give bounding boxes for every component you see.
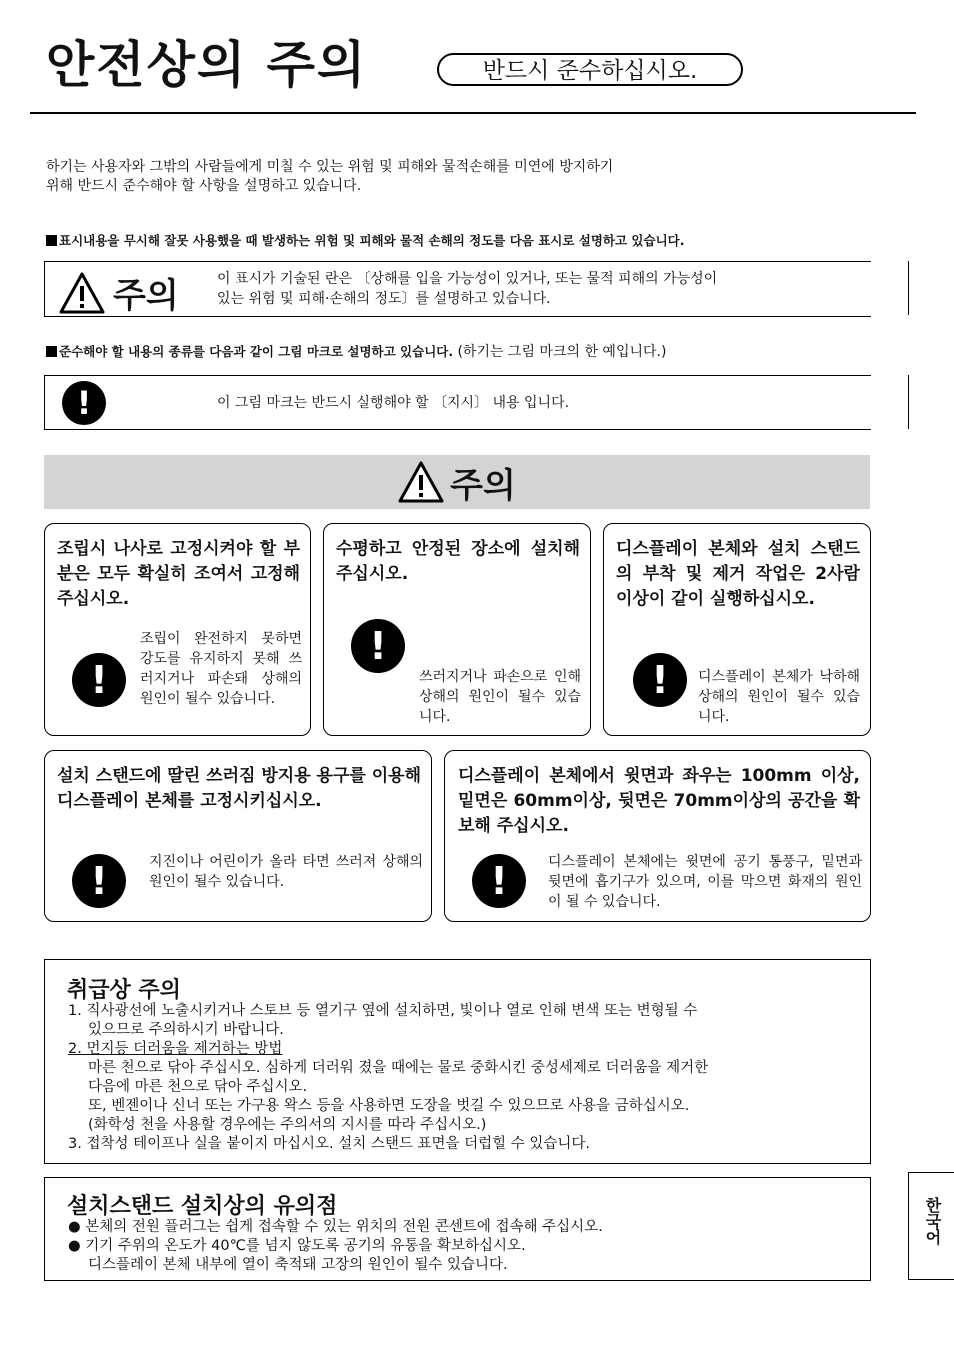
- caution-legend-text: [217, 269, 717, 309]
- page-title: 안전상의 주의: [46, 36, 368, 94]
- card-body: 디스플레이 본체가 낙하해 상해의 원인이 될수 있습니다.: [698, 669, 860, 725]
- section-heading-text: 표시내용을 무시해 잘못 사용했을 때 발생하는 위험 및 피해와 물적 손해의 정도를 다음 표시로 설명하고 있습니다.: [59, 233, 685, 248]
- handling-item: 3. 접착성 테이프나 실을 붙이지 마십시오. 설치 스탠드 표면을 더럽힐 수 있습니다.: [68, 1136, 590, 1152]
- caution-card: [44, 750, 432, 922]
- stand-installation-panel: [44, 1177, 871, 1281]
- card-heading: 조립시 나사로 고정시켜야 할 부분은 모두 확실히 조여서 고정해 주십시오.: [57, 539, 300, 609]
- caution-legend-box: [44, 261, 871, 317]
- section-heading: [46, 231, 684, 249]
- handling-item-continued: 마른 천으로 닦아 주십시오. 심하게 더러워 졌을 때에는 물로 중화시킨 중성세제로 더러움을 제거한: [88, 1060, 709, 1076]
- handling-title: 취급상 주의: [67, 978, 181, 1003]
- handling-subheading: 2. 먼지등 더러움을 제거하는 방법: [68, 1041, 283, 1057]
- caution-card: [323, 523, 591, 736]
- installation-item: ● 기기 주위의 온도가 40℃를 넘지 않도록 공기의 유통을 확보하십시오.: [68, 1238, 526, 1254]
- margin-tick: [908, 375, 909, 429]
- caution-legend-line: 있는 위험 및 피해·손해의 정도〕를 설명하고 있습니다.: [217, 291, 551, 307]
- caution-card: [44, 523, 311, 736]
- language-tab: [908, 1172, 954, 1280]
- caution-banner-label: 주의: [450, 465, 516, 506]
- mandatory-action-icon: !: [472, 854, 526, 908]
- handling-list: [68, 1002, 708, 1154]
- margin-tick: [908, 261, 909, 315]
- caution-card: [603, 523, 871, 736]
- handling-item-continued: 있으므로 주의하시기 바랍니다.: [88, 1022, 284, 1038]
- square-bullet-icon: [46, 235, 57, 246]
- card-body: 지진이나 어린이가 올라 타면 쓰러져 상해의 원인이 될수 있습니다.: [149, 854, 423, 890]
- handling-item-continued: 또, 벤젠이나 신너 또는 가구용 왁스 등을 사용하면 도장을 벗길 수 있으므로 사용을 금하십시오.: [88, 1098, 690, 1114]
- card-heading: 설치 스탠드에 딸린 쓰러짐 방지용 용구를 이용해 디스플레이 본체를 고정시키십시오.: [57, 766, 421, 811]
- mandatory-action-icon: !: [72, 653, 126, 707]
- installation-item-continued: 디스플레이 본체 내부에 열이 축적돼 고장의 원인이 될수 있습니다.: [88, 1257, 508, 1273]
- card-body: 조립이 완전하지 못하면 강도를 유지하지 못해 쓰러지거나 파손돼 상해의 원인이 될수 있습니다.: [140, 631, 302, 707]
- installation-title: 설치스탠드 설치상의 유의점: [67, 1194, 338, 1219]
- installation-list: [68, 1218, 603, 1275]
- caution-card: [444, 750, 871, 922]
- caution-mark: [59, 268, 179, 317]
- handling-precautions-panel: [44, 959, 871, 1164]
- title-divider: [30, 112, 916, 114]
- card-body: 디스플레이 본체에는 윗면에 공기 통풍구, 밑면과 뒷면에 흡기구가 있으며, 이를 막으면 화재의 원인이 될 수 있습니다.: [548, 854, 862, 910]
- mandatory-action-icon: !: [72, 854, 126, 908]
- square-bullet-icon: [46, 346, 57, 357]
- card-heading: 수평하고 안정된 장소에 설치해 주십시오.: [336, 539, 580, 584]
- mandatory-action-icon: !: [62, 381, 106, 425]
- mandatory-action-icon: !: [351, 619, 405, 673]
- handling-item-continued: (화학성 천을 사용할 경우에는 주의서의 지시를 따라 주십시오.): [88, 1117, 487, 1133]
- caution-banner: [44, 455, 870, 509]
- language-tab-label: 한국어: [923, 1197, 942, 1245]
- section-heading-text: 준수해야 할 내용의 종류를 다음과 같이 그림 마크로 설명하고 있습니다.: [59, 344, 454, 359]
- section-heading-note: (하기는 그림 마크의 한 예입니다.): [457, 344, 667, 360]
- section-heading: [46, 341, 666, 361]
- handling-item-continued: 다음에 마른 천으로 닦아 주십시오.: [88, 1079, 308, 1095]
- intro-paragraph: [46, 158, 613, 196]
- warning-triangle-icon: [59, 272, 105, 314]
- card-body: 쓰러지거나 파손으로 인해 상해의 원인이 될수 있습니다.: [419, 669, 581, 725]
- intro-line: 위해 반드시 준수해야 할 사항을 설명하고 있습니다.: [46, 178, 362, 194]
- caution-label: 주의: [113, 276, 179, 316]
- installation-item: ● 본체의 전원 플러그는 쉽게 접속할 수 있는 위치의 전원 콘센트에 접속해 주십시오.: [68, 1219, 603, 1235]
- mandatory-action-icon: !: [633, 653, 687, 707]
- caution-legend-line: 이 표시가 기술된 란은 〔상해를 입을 가능성이 있거나, 또는 물적 피해의 가능성이: [217, 271, 718, 287]
- mandatory-legend-text: 이 그림 마크는 반드시 실행해야 할 〔지시〕 내용 입니다.: [217, 395, 570, 411]
- card-heading: 디스플레이 본체에서 윗면과 좌우는 100mm 이상, 밑면은 60mm이상, 뒷면은 70mm이상의 공간을 확보해 주십시오.: [458, 766, 860, 836]
- handling-item: 1. 직사광선에 노출시키거나 스토브 등 열기구 옆에 설치하면, 빛이나 열로 인해 변색 또는 변형될 수: [68, 1003, 698, 1019]
- must-comply-badge: 반드시 준수하십시오.: [437, 53, 743, 86]
- warning-triangle-icon: [398, 461, 444, 503]
- mandatory-legend-box: [44, 375, 871, 430]
- intro-line: 하기는 사용자와 그밖의 사람들에게 미칠 수 있는 위험 및 피해와 물적손해를 미연에 방지하기: [46, 159, 614, 175]
- card-heading: 디스플레이 본체와 설치 스탠드의 부착 및 제거 작업은 2사람 이상이 같이 실행하십시오.: [616, 539, 860, 609]
